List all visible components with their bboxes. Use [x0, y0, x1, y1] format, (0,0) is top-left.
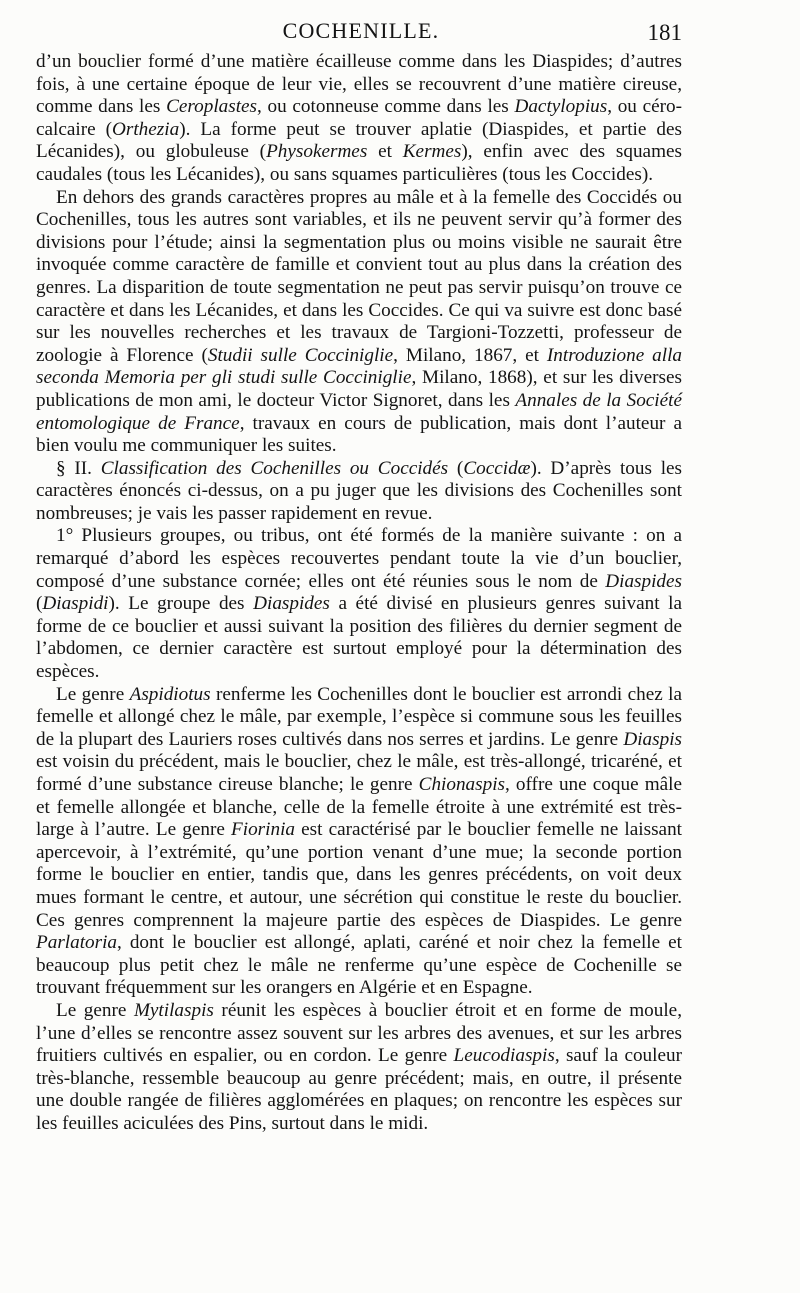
text-run: 1° Plusieurs groupes, ou tribus, ont été formés de la manière suivante : on a remarqué d’abord les espèces recouvertes pendant toute la vie d’un bouclier, composé d’une substance cornée; elles ont été réunies sous le nom de	[36, 525, 682, 592]
italic-text: Physokermes	[266, 141, 368, 163]
text-run: , Milano, 1868), et sur les diverses publications de mon ami, le docteur Victor Signoret, dans les	[36, 367, 682, 411]
italic-text: Kermes	[402, 141, 462, 163]
text-run: d’un bouclier formé d’une matière écailleuse comme dans les Diaspides; d’autres fois, à une certaine époque de leur vie, elles se recouvrent d’une matière cireuse, comme dans les	[36, 51, 682, 118]
italic-text: Classification des Cochenilles ou Coccidés	[100, 457, 449, 479]
italic-text: Fiorinia	[231, 819, 295, 841]
italic-text: Studii sulle Cocciniglie	[207, 344, 394, 366]
text-run: Le genre	[56, 683, 130, 705]
text-run: est voisin du précédent, mais le bouclier, chez le mâle, est très-allongé, tricaréné, et formé d’une substance cireuse blanche; le genre	[36, 751, 682, 795]
text-run: , offre une coque mâle et femelle allongée et blanche, celle de la femelle étroite à une extrémité est très-large à l’autre. Le genre	[36, 774, 682, 841]
italic-text: Chionaspis	[418, 774, 506, 795]
italic-text: Diaspides	[253, 593, 330, 615]
running-title: COCHENILLE.	[282, 18, 440, 43]
body-text	[36, 51, 682, 1136]
text-run: , sauf la couleur très-blanche, ressemble beaucoup au genre précédent; mais, en outre, il présente une double rangée de filières agglomérées en plaques; on rencontre les espèces sur les feuilles aciculées des Pins, surtout dans le midi.	[36, 1045, 682, 1134]
italic-text: Ceroplastes	[166, 96, 258, 118]
italic-text: Introduzione alla seconda Memoria per gli studi sulle Cocciniglie	[36, 344, 683, 389]
italic-text: Diaspidi	[42, 593, 109, 615]
text-run: En dehors des grands caractères propres au mâle et à la femelle des Coccidés ou Cochenilles, tous les autres sont variables, et ils ne peuvent servir qu’à former des divisions pour l’étude; ainsi la segmentation plus ou moins visible ne saurait être invoquée comme caractère de famille et convient tout au plus dans la création des genres. La disparition de toute segmentation ne peut pas servir puisqu’on trouve ce caractère et dans les Lécanides, et dans les Coccides. Ce qui va suivre est donc basé sur les nouvelles recherches et les travaux de Targioni-Tozzetti, professeur de zoologie à Florence (	[36, 186, 682, 366]
text-run: § II.	[56, 457, 101, 479]
italic-text: Leucodiaspis	[453, 1045, 555, 1067]
paragraph	[36, 525, 682, 683]
text-run: ). La forme peut se trouver aplatie (Diaspides, et partie des Lécanides), ou globuleuse (	[36, 118, 682, 163]
paragraph	[36, 1000, 682, 1136]
italic-text: Dactylopius	[514, 96, 608, 118]
text-run: renferme les Cochenilles dont le bouclier est arrondi chez la femelle et allongé chez le mâle, par exemple, l’espèce si commune sous les feuilles de la plupart des Lauriers roses cultivés dans nos serres et jardins. Le genre	[36, 683, 682, 750]
text-run: ), enfin avec des squames caudales (tous les Lécanides), ou sans squames particulières (tous les Coccides).	[36, 141, 682, 185]
text-run: est caractérisé par le bouclier femelle ne laissant apercevoir, à l’extrémité, qu’une portion venant d’une mue; la seconde portion forme le bouclier en entier, tandis que, dans les genres précédents, on voit deux mues formant le centre, et autour, une sécrétion qui constitue le reste du bouclier. Ces genres comprennent la majeure partie des espèces de Diaspides. Le genre	[36, 819, 682, 931]
text-run: a été divisé en plusieurs genres suivant la forme de ce bouclier et aussi suivant la position des filières du dernier segment de l’abdomen, ce dernier caractère est surtout employé pour la détermination des espèces.	[36, 593, 682, 683]
italic-text: Diaspides	[605, 570, 682, 592]
running-head	[40, 14, 682, 48]
italic-text: Orthezia	[112, 118, 180, 140]
text-run: et	[367, 141, 403, 163]
text-run: , ou céro-calcaire (	[36, 96, 683, 140]
paragraph	[36, 458, 682, 526]
paragraph	[36, 187, 682, 458]
italic-text: Diaspis	[623, 728, 682, 750]
text-run: , ou cotonneuse comme dans les	[257, 96, 515, 118]
paragraph	[36, 684, 682, 1000]
text-run: , dont le bouclier est allongé, aplati, caréné et noir chez la femelle et beaucoup plus petit chez le mâle ne renferme qu’une espèce de Cochenille se trouvant fréquemment sur les orangers en Algérie et en Espagne.	[36, 932, 682, 999]
italic-text: Mytilaspis	[133, 999, 214, 1021]
text-run: ). D’après tous les caractères énoncés ci-dessus, on a pu juger que les divisions des Cochenilles sont nombreuses; je vais les passer rapidement en revue.	[36, 457, 683, 524]
text-run: ). Le groupe des	[108, 593, 254, 615]
text-run: , travaux en cours de publication, mais dont l’auteur a bien voulu me communiquer les suites.	[36, 412, 682, 457]
italic-text: Annales de la Société entomologique de France	[36, 389, 682, 434]
text-run: (	[448, 457, 464, 479]
italic-text: Aspidiotus	[129, 683, 211, 705]
text-run: , Milano, 1867, et	[393, 344, 547, 366]
text-run: Le genre	[56, 999, 134, 1021]
italic-text: Parlatoria	[36, 932, 118, 954]
paragraph	[36, 51, 682, 187]
text-run: réunit les espèces à bouclier étroit et en forme de moule, l’une d’elles se rencontre assez souvent sur les arbres des avenues, et sur les arbres fruitiers cultivés en espalier, ou en cordon. Le genre	[36, 999, 682, 1067]
text-run: (	[36, 593, 43, 615]
italic-text: Coccidæ	[463, 457, 531, 479]
page-number: 181	[647, 20, 682, 45]
